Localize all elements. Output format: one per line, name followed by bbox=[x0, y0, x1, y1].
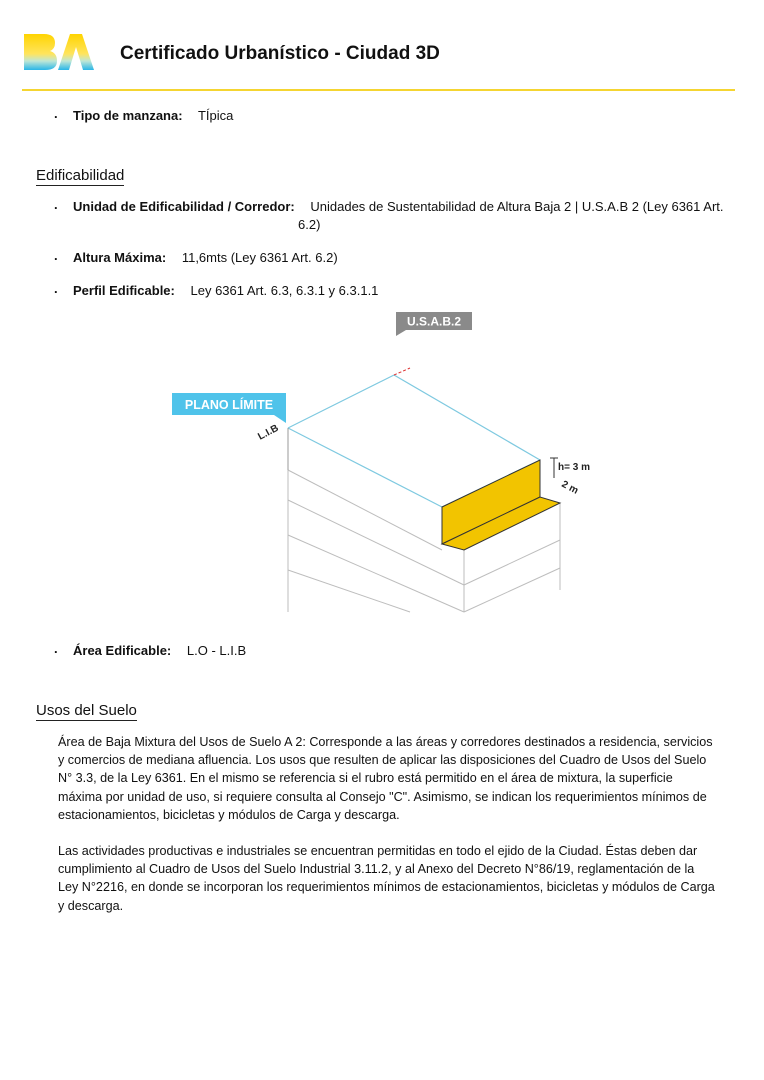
section-heading-edificabilidad: Edificabilidad bbox=[36, 167, 125, 184]
manzana-label: Tipo de manzana: bbox=[73, 108, 183, 123]
header-divider bbox=[22, 89, 735, 91]
bullet-dot: . bbox=[54, 197, 58, 212]
usab-tag-label: U.S.A.B.2 bbox=[406, 314, 462, 329]
bullet-dot: . bbox=[54, 106, 58, 121]
lib-label: L.I.B bbox=[256, 422, 281, 443]
area-value: L.O - L.I.B bbox=[186, 643, 247, 658]
unidad-value-cont: 6.2) bbox=[298, 217, 321, 232]
text-line: estacionamientos, bicicletas y módulos de Carga y descarga. bbox=[58, 807, 400, 822]
area-label: Área Edificable: bbox=[73, 643, 172, 658]
page-title: Certificado Urbanístico - Ciudad 3D bbox=[120, 43, 440, 64]
unidad-label: Unidad de Edificabilidad / Corredor: bbox=[73, 199, 295, 214]
unidad-value: Unidades de Sustentabilidad de Altura Baja 2 | U.S.A.B 2 (Ley 6361 Art. bbox=[310, 199, 724, 214]
altura-value: 11,6mts (Ley 6361 Art. 6.2) bbox=[181, 250, 338, 265]
manzana-row bbox=[73, 107, 233, 125]
manzana-value: TÍpica bbox=[197, 108, 234, 123]
bullet-dot: . bbox=[54, 641, 58, 656]
page-header bbox=[0, 0, 764, 92]
perfil-edificable-diagram bbox=[160, 300, 620, 615]
perfil-row bbox=[73, 282, 378, 300]
text-line: Ley N°2216, en donde se incorporan los requerimientos mínimos de estacionamientos, bicicletas y módulos de Carga bbox=[58, 880, 715, 895]
section-heading-usos: Usos del Suelo bbox=[36, 702, 137, 719]
text-line: Las actividades productivas e industriales se encuentran permitidas en todo el ejido de la Ciudad. Éstas deben dar bbox=[58, 844, 698, 858]
depth-label: 2 m bbox=[559, 478, 580, 497]
text-line: N° 3.3, de la Ley 6361. En el mismo se referencia si el rubro está permitido en el área de mixtura, la superficie bbox=[58, 771, 673, 786]
unidad-row bbox=[73, 198, 724, 216]
text-line: Área de Baja Mixtura del Usos de Suelo A 2: Corresponde a las áreas y corredores destinados a residencia, servicios bbox=[58, 735, 713, 749]
bullet-dot: . bbox=[54, 281, 58, 296]
plano-limite-label: PLANO LÍMITE bbox=[184, 398, 274, 412]
text-line: máxima por unidad de uso, si requiere consulta al Consejo "C". Asimismo, se indican los requerimientos mínimos de bbox=[58, 789, 707, 804]
altura-row bbox=[73, 249, 338, 267]
usos-paragraph-1 bbox=[58, 733, 734, 824]
height-label: h= 3 m bbox=[558, 462, 590, 473]
perfil-label: Perfil Edificable: bbox=[73, 283, 175, 298]
text-line: cumplimiento al Cuadro de Usos del Suelo Industrial 3.11.2, y al Anexo del Decreto N°86/19, reglamentación de la bbox=[58, 862, 695, 877]
text-line: y comercios de mediana afluencia. Los usos que resulten de aplicar las disposiciones del Cuadro de Usos del Suelo bbox=[58, 753, 707, 768]
perfil-value: Ley 6361 Art. 6.3, 6.3.1 y 6.3.1.1 bbox=[190, 283, 379, 298]
area-row bbox=[73, 642, 246, 660]
ba-logo bbox=[22, 32, 96, 72]
usos-paragraph-2 bbox=[58, 842, 734, 915]
altura-label: Altura Máxima: bbox=[73, 250, 167, 265]
bullet-dot: . bbox=[54, 248, 58, 263]
text-line: y descarga. bbox=[58, 898, 124, 913]
